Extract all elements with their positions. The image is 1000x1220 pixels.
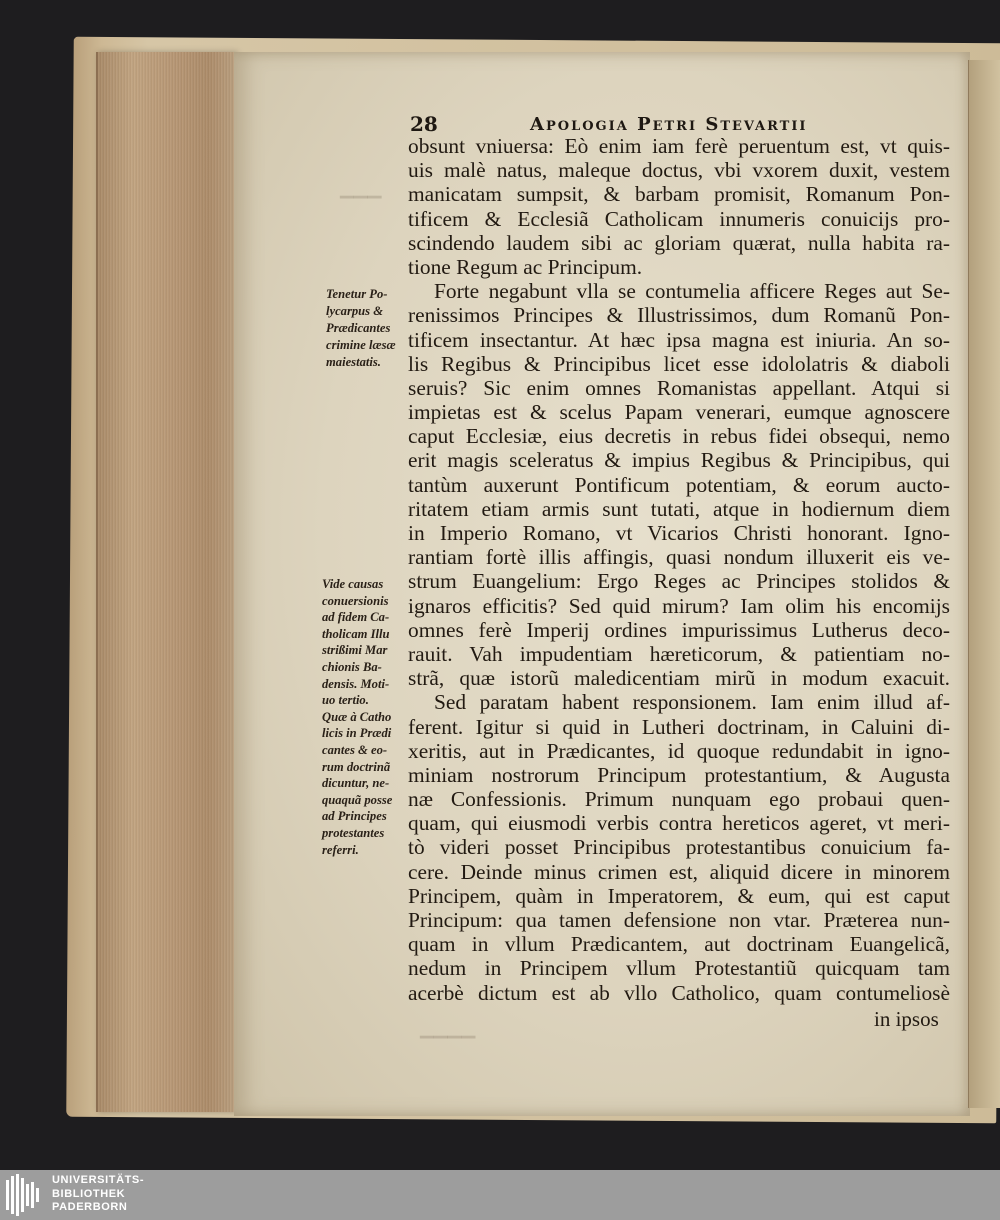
text-line: nedum in Principem vllum Protestantiũ quicquam tam — [408, 956, 950, 981]
text-line: ferent. Igitur si quid in Lutheri doctrinam, in Caluini di- — [408, 714, 950, 739]
marginal-note-line: ad fidem Ca- — [322, 610, 390, 625]
text-line: næ Confessionis. Primum nunquam ego probaui quen- — [408, 787, 950, 812]
text-line: lis Regibus & Principibus licet esse idololatris & diaboli — [408, 351, 950, 376]
text-line: xeritis, aut in Prædicantes, id quoque redundabit in igno- — [408, 738, 950, 763]
text-line: rauit. Vah impudentiam hæreticorum, & patientiam no- — [408, 641, 950, 666]
text-line: rantiam fortè illis affingis, quasi nondum illuxerit eis ve- — [408, 545, 950, 570]
text-line: omnes ferè Imperij ordines impurissimus Lutherus deco- — [408, 617, 950, 642]
marginal-note-line: strißimi Mar — [322, 643, 388, 658]
marginal-note-line: Tenetur Po- — [326, 287, 388, 301]
text-line: manicatam sumpsit, & barbam promisit, Romanum Pon- — [408, 182, 950, 207]
marginal-note-line: quaquã posse — [322, 792, 393, 807]
text-line: miniam nostrorum Principum protestantium, & Augusta — [408, 762, 950, 787]
marginal-note-line: Vide causas — [322, 577, 384, 591]
page-number: 28 — [410, 112, 438, 136]
marginal-note-line: lycarpus & — [326, 304, 384, 318]
marginal-note-line: chionis Ba- — [322, 659, 382, 674]
text-line: erit magis sceleratus & impius Regibus & Principibus, qui — [408, 448, 950, 473]
text-line: quam in vllum Prædicantem, aut doctrinam Euangelicã, — [408, 932, 950, 957]
marginal-note-line: protestantes — [322, 825, 385, 840]
marginal-note-line: crimine læsæ — [326, 338, 396, 352]
facing-page-edge — [968, 60, 1000, 1108]
text-line: Forte negabunt vlla se contumelia afficere Reges aut Se- — [434, 279, 950, 304]
text-line: in Imperio Romano, vt Vicarios Christi honorant. Igno- — [408, 521, 950, 545]
text-line: tò videri posset Principibus protestantibus conuicium fa- — [408, 835, 950, 860]
text-line: scindendo laudem sibi ac gloriam quærat, nulla habita ra- — [408, 230, 950, 255]
text-line: tantùm auxerunt Pontificum potentiam, & eorum aucto- — [408, 472, 950, 497]
marginal-note-line: Prædicantes — [326, 321, 391, 335]
catchword: in ipsos — [874, 1007, 939, 1031]
text-line: cere. Deinde minus crimen est, aliquid dicere in minorem — [408, 859, 950, 884]
marginal-note-line: rum doctrinã — [322, 759, 391, 774]
marginal-note-line: Quæ à Catho — [322, 709, 392, 724]
show-through-text: ▁▁▁▁ — [420, 1018, 476, 1038]
marginal-note-line: maiestatis. — [326, 355, 381, 369]
marginal-note-line: dicuntur, ne- — [322, 776, 390, 791]
marginal-note-line: licis in Prædi — [322, 726, 392, 741]
text-line: Sed paratam habent responsionem. Iam enim illud af- — [434, 690, 950, 715]
marginal-note-line: ad Principes — [322, 809, 387, 824]
text-line: tificem & Ecclesiã Catholicam innumeris conuicijs pro- — [408, 206, 950, 231]
text-line: obsunt vniuersa: Eò enim iam ferè peruentum est, vt quis- — [408, 134, 950, 158]
text-line: caput Ecclesiæ, eius decretis in rebus fidei obsequi, nemo — [408, 424, 950, 449]
text-line: uis malè natus, maleque doctus, vbi vxorem duxit, vestem — [408, 158, 950, 183]
text-line: ritatem etiam armis sunt tutati, atque in hodiernum diem — [408, 496, 950, 521]
marginal-note-1 — [326, 286, 408, 371]
running-title: Apologia Petri Stevartii — [530, 114, 808, 135]
text-line: tificem insectantur. At hæc ipsa magna est iniuria. An so- — [408, 327, 950, 352]
text-line: impietas est & scelus Papam venerari, eumque agnoscere — [408, 400, 950, 425]
library-logo-icon — [6, 1174, 44, 1216]
text-line: quam, qui eiusmodi verbis contra hereticos ageret, vt meri- — [408, 811, 950, 836]
text-line: seruis? Sic enim omnes Romanistas appellant. Atqui si — [408, 375, 950, 400]
library-logo-text: UNIVERSITÄTS- BIBLIOTHEK PADERBORN — [52, 1174, 145, 1213]
page-block-edge — [96, 52, 236, 1112]
marginal-note-line: conuersionis — [322, 593, 389, 608]
text-line: ignaros efficitis? Sed quid mirum? Iam olim his encomijs — [408, 593, 950, 618]
show-through-text: ▁▁▁ — [340, 178, 382, 198]
marginal-note-line: tholicam Illu — [322, 626, 390, 641]
text-line: strã, quæ istorũ maledicentiam mirũ in modum exacuit. — [408, 666, 950, 691]
main-text-column — [408, 134, 950, 1005]
text-line: acerbè dictum est ab vllo Catholico, quam contumeliosè — [408, 980, 950, 1005]
marginal-note-line: cantes & eo- — [322, 742, 388, 757]
text-line: renissimos Principes & Illustrissimos, dum Romanũ Pon- — [408, 303, 950, 328]
footer-bar — [0, 1170, 1000, 1220]
marginal-note-line: uo tertio. — [322, 693, 369, 708]
text-line: tione Regum ac Principum. — [408, 254, 643, 279]
text-line: strum Euangelium: Ergo Reges ac Principes stolidos & — [408, 569, 950, 594]
text-line: Principum: qua tamen defensione non vtar. Præterea nun- — [408, 908, 950, 932]
marginal-note-2 — [322, 576, 404, 858]
text-line: Principem, quàm in Imperatorem, & eum, qui est caput — [408, 883, 950, 908]
marginal-note-line: referri. — [322, 842, 359, 857]
marginal-note-line: densis. Moti- — [322, 676, 390, 691]
